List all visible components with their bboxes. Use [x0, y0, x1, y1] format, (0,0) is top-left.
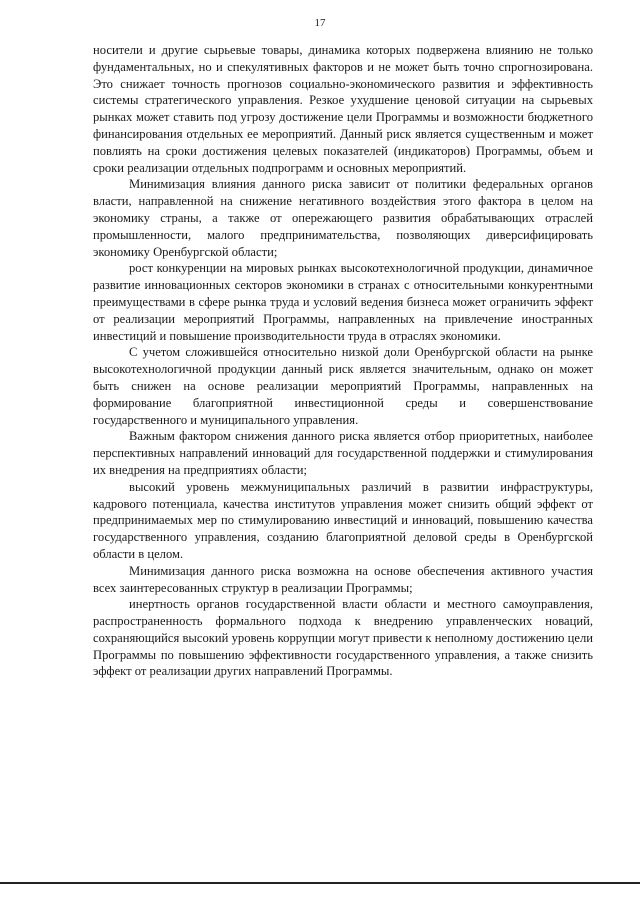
paragraph-7: Минимизация данного риска возможна на основе обеспечения активного участия всех заинтересованных структур в реализации Программы;	[93, 563, 593, 595]
paragraph-2: Минимизация влияния данного риска зависит от политики федеральных органов власти, направленной на снижение негативного воздействия этого фактора в целом на экономику страны, а также от опережающего развития обрабатывающих отраслей промышленности, малого предпринимательства, позволяющих диверсифицировать экономику Оренбургской области;	[93, 177, 593, 259]
bottom-divider	[0, 882, 640, 884]
paragraph-1: носители и другие сырьевые товары, динамика которых подвержена влиянию не только фундаментальных, но и спекулятивных факторов и не может быть точно спрогнозирована. Это снижает точность прогнозов социально-экономического развития и эффективность системы стратегического управления. Резкое ухудшение ценовой ситуации на сырьевых рынках может ставить под угрозу достижение цели Программы и возможности бюджетного финансирования отдельных ее мероприятий. Данный риск является существенным и может повлиять на сроки достижения целевых показателей (индикаторов) Программы, объем и сроки реализации отдельных подпрограмм и основных мероприятий.	[93, 43, 593, 175]
paragraph-6: высокий уровень межмуниципальных различий в развитии инфраструктуры, кадрового потенциала, качества институтов управления может снизить общий эффект от предпринимаемых мер по стимулированию инвестиций и инноваций, повышению качества государственного управления, созданию благоприятной деловой среды в Оренбургской области в целом.	[93, 479, 593, 561]
paragraph-5: Важным фактором снижения данного риска является отбор приоритетных, наиболее перспективных направлений инноваций для государственной поддержки и стимулирования их внедрения на предприятиях области;	[93, 429, 593, 477]
document-body	[93, 42, 593, 680]
page-number: 17	[314, 17, 326, 29]
paragraph-8: инертность органов государственной власти области и местного самоуправления, распространенность формального подхода к внедрению управленческих новаций, сохраняющийся высокий уровень коррупции могут привести к неполному достижению цели Программы по повышению эффективности государственного управления, а также снизить эффект от реализации других направлений Программы.	[93, 597, 593, 679]
paragraph-3: рост конкуренции на мировых рынках высокотехнологичной продукции, динамичное развитие инновационных секторов экономики в странах с относительными конкурентными преимуществами в сфере рынка труда и условий ведения бизнеса может ограничить эффект от реализации мероприятий Программы, направленных на привлечение иностранных инвестиций и повышение производительности труда в отраслях экономики.	[93, 261, 593, 343]
paragraph-4: С учетом сложившейся относительно низкой доли Оренбургской области на рынке высокотехнологичной продукции данный риск является значительным, однако он может быть снижен на основе реализации мероприятий Программы, направленных на формирование благоприятной инвестиционной среды и совершенствование государственного и муниципального управления.	[93, 345, 593, 427]
